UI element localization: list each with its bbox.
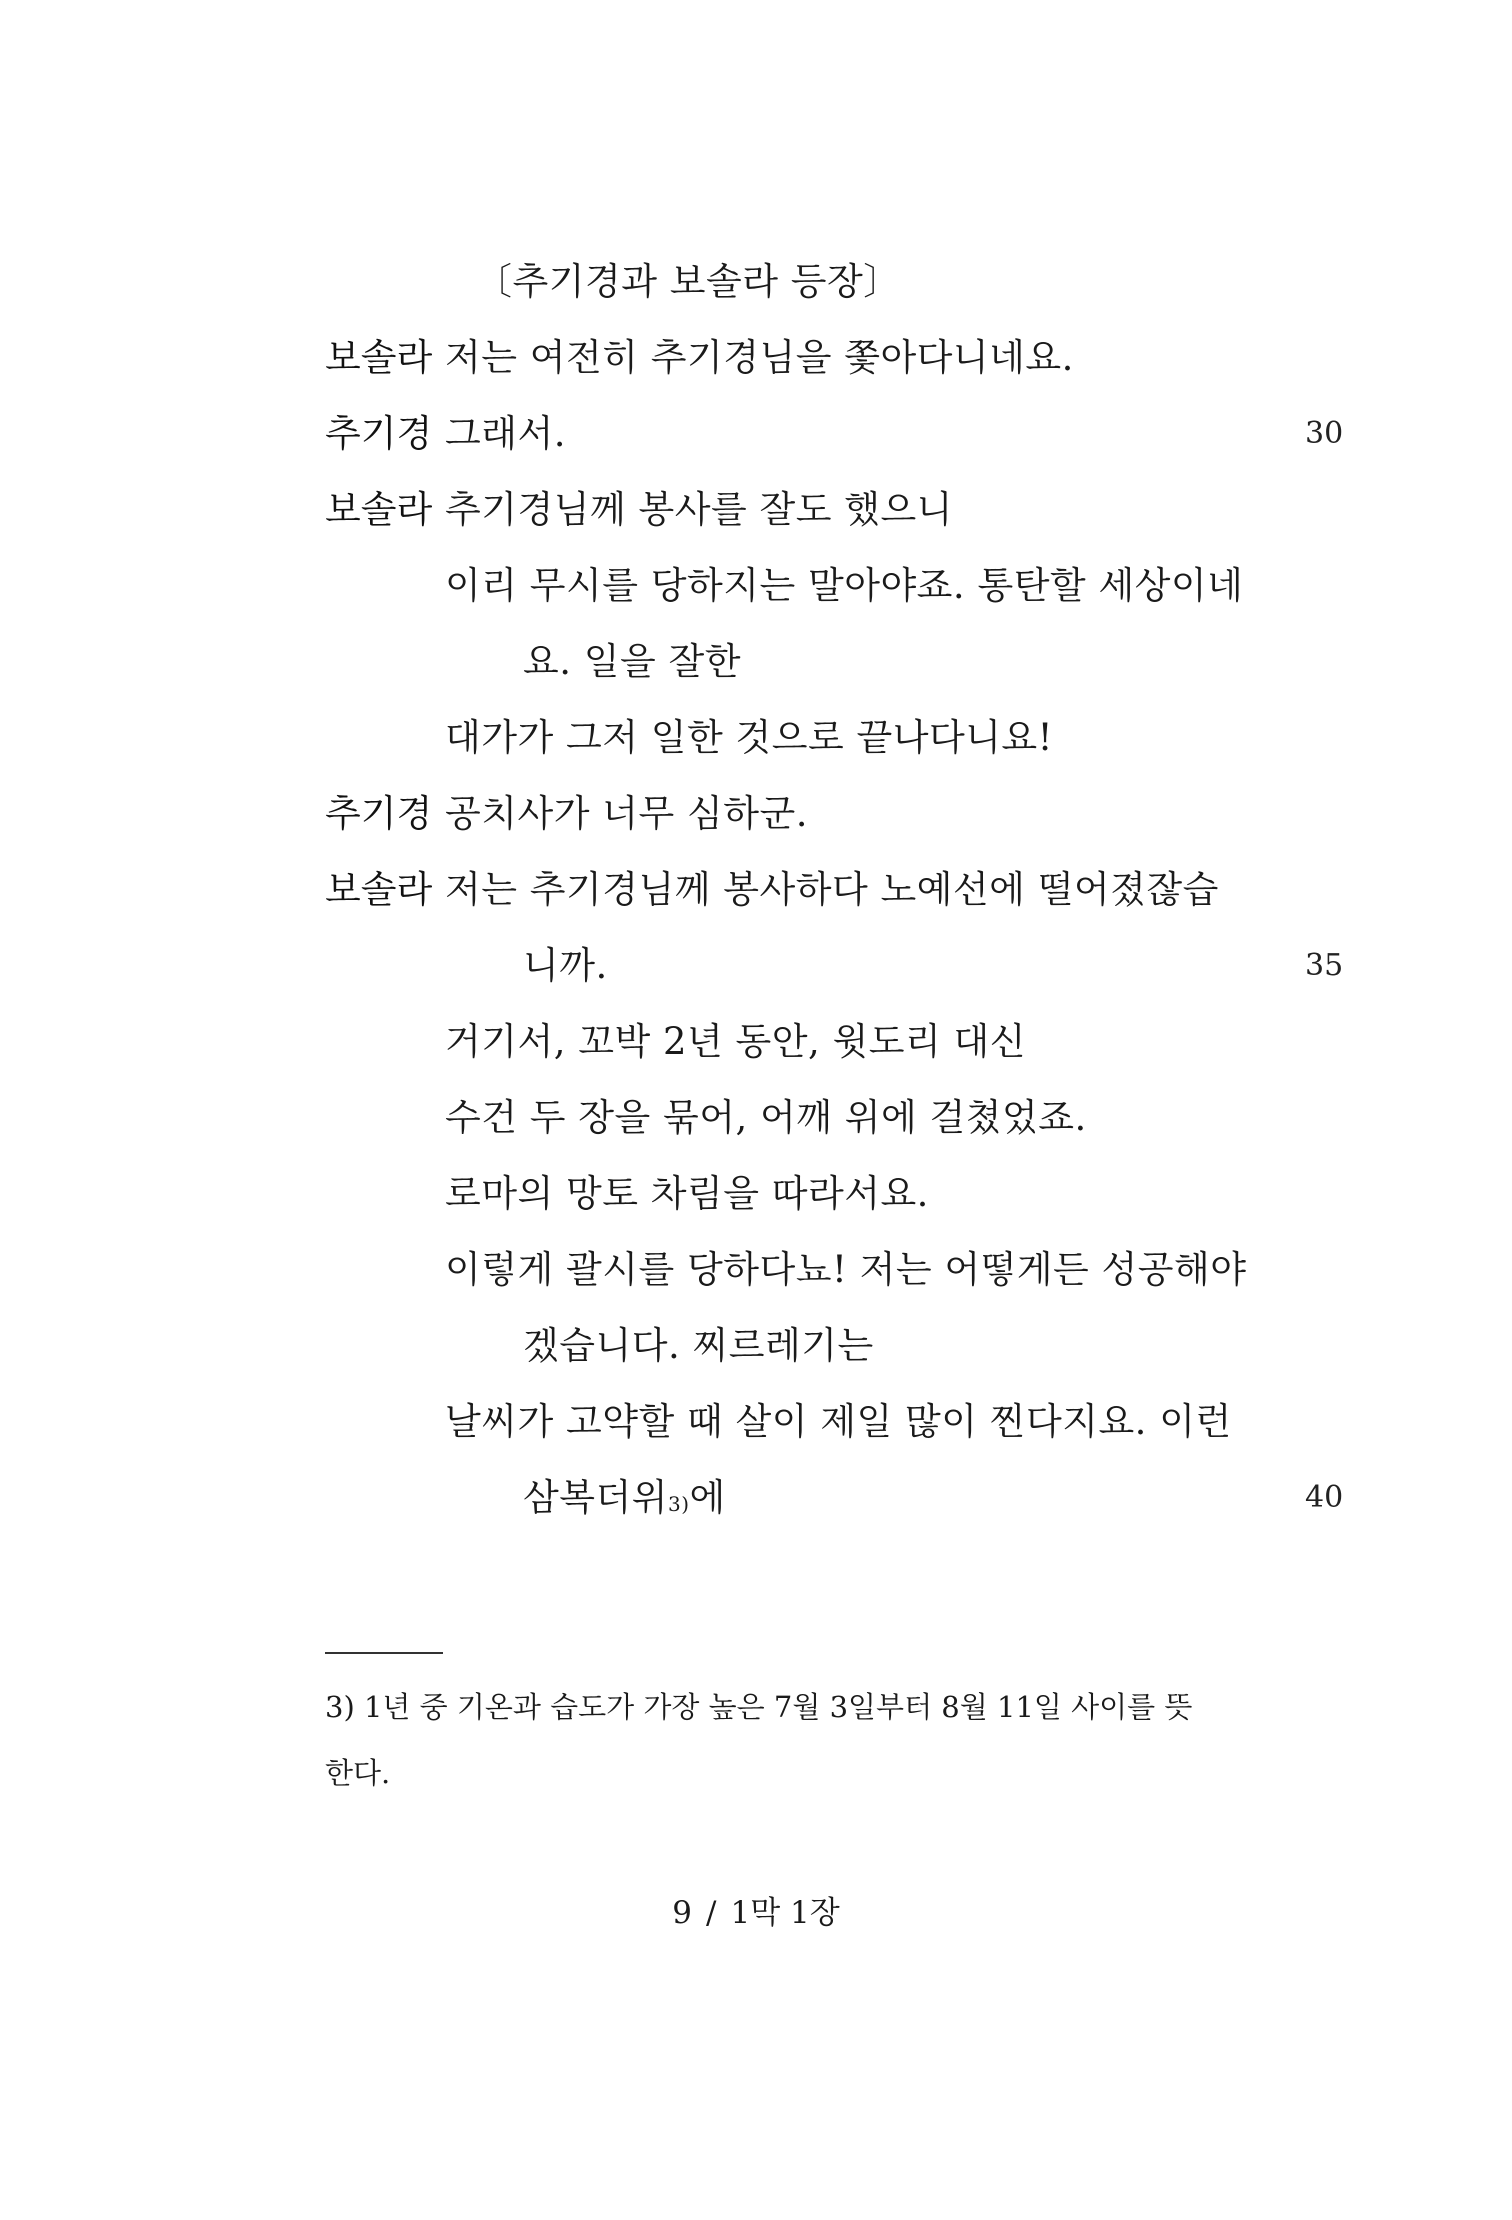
dialogue-text: 저는 여전히 추기경님을 쫓아다니네요. (445, 336, 1074, 379)
dialogue-text: 수건 두 장을 묶어, 어깨 위에 걸쳤었죠. (445, 1096, 1087, 1139)
dialogue-text: 삼복더위 (523, 1476, 668, 1519)
speaker-name: 추기경 (325, 792, 433, 835)
dialogue-line (0, 1392, 1512, 1452)
stage-direction: 〔추기경과 보솔라 등장〕 (475, 260, 901, 303)
footnote-divider (325, 1652, 443, 1654)
dialogue-line (0, 1316, 1512, 1376)
footnote-line: 한다. (325, 1756, 391, 1790)
folio-separator: / (706, 1895, 717, 1931)
dialogue-line (0, 1012, 1512, 1072)
page-footer (0, 1888, 1512, 1938)
dialogue-line (0, 1468, 1512, 1528)
dialogue-text: 이리 무시를 당하지는 말아야죠. 통탄할 세상이네 (445, 564, 1244, 607)
speaker-name: 보솔라 (325, 868, 433, 911)
dialogue-line (0, 708, 1512, 768)
dialogue-line (0, 784, 1512, 844)
dialogue-text-tail: 에 (689, 1476, 726, 1519)
dialogue-line (0, 936, 1512, 996)
stage-direction-row (0, 252, 1512, 312)
dialogue-text: 공치사가 너무 심하군. (445, 792, 808, 835)
dialogue-line (0, 404, 1512, 464)
dialogue-line (0, 1088, 1512, 1148)
dialogue-text: 로마의 망토 차림을 따라서요. (445, 1172, 929, 1215)
footnote-marker[interactable]: 3) (667, 1492, 690, 1516)
footnote-line: 3) 1년 중 기온과 습도가 가장 높은 7월 3일부터 8월 11일 사이를 뜻 (325, 1690, 1193, 1724)
section-label: 1막 1장 (730, 1895, 840, 1931)
line-number: 35 (1305, 948, 1344, 983)
dialogue-line (0, 860, 1512, 920)
dialogue-line (0, 632, 1512, 692)
dialogue-line (0, 1164, 1512, 1224)
dialogue-text: 대가가 그저 일한 것으로 끝나다니요! (445, 716, 1054, 759)
dialogue-text: 그래서. (445, 412, 566, 455)
speaker-name: 보솔라 (325, 336, 433, 379)
dialogue-text: 저는 추기경님께 봉사하다 노예선에 떨어졌잖습 (445, 868, 1219, 911)
dialogue-line (0, 480, 1512, 540)
dialogue-line (0, 328, 1512, 388)
page-number: 9 (672, 1895, 693, 1931)
dialogue-text: 요. 일을 잘한 (523, 640, 741, 683)
speaker-name: 보솔라 (325, 488, 433, 531)
line-number: 30 (1305, 416, 1344, 451)
dialogue-text-with-footnote (523, 1468, 726, 1528)
dialogue-line (0, 556, 1512, 616)
dialogue-text: 추기경님께 봉사를 잘도 했으니 (445, 488, 953, 531)
dialogue-text: 니까. (523, 944, 608, 987)
dialogue-text: 날씨가 고약할 때 살이 제일 많이 찐다지요. 이런 (445, 1400, 1232, 1443)
dialogue-text: 거기서, 꼬박 2년 동안, 윗도리 대신 (445, 1020, 1027, 1063)
dialogue-text: 이렇게 괄시를 당하다뇨! 저는 어떻게든 성공해야 (445, 1248, 1247, 1291)
dialogue-text: 겠습니다. 찌르레기는 (523, 1324, 874, 1367)
line-number: 40 (1305, 1480, 1344, 1515)
dialogue-line (0, 1240, 1512, 1300)
speaker-name: 추기경 (325, 412, 433, 455)
